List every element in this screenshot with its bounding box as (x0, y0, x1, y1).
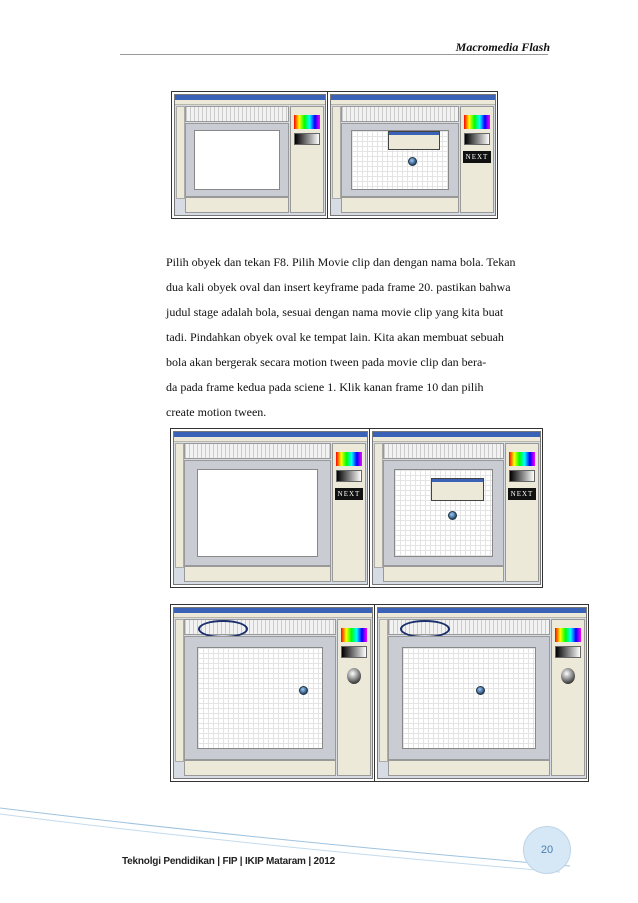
menu-bar (373, 437, 540, 442)
side-panels (337, 619, 371, 776)
body-line: judul stage adalah bola, sesuai dengan nama movie clip yang kita buat (166, 305, 504, 319)
toolbox-panel (175, 619, 184, 762)
color-swatches (294, 115, 320, 129)
properties-panel (184, 760, 336, 776)
timeline-panel (185, 106, 289, 122)
footer-text: Teknolgi Pendidikan | FIP | IKIP Mataram | 2012 (122, 856, 335, 867)
menu-bar (174, 613, 372, 618)
figure-divider (374, 605, 375, 781)
stage (197, 469, 319, 556)
page-header-title: Macromedia Flash (455, 40, 550, 54)
gradient-swatch (464, 133, 490, 145)
menu-bar (174, 437, 367, 442)
menu-bar (175, 100, 325, 105)
toolbox-panel (175, 443, 184, 568)
body-line: da pada frame kedua pada sciene 1. Klik kanan frame 10 dan pilih (166, 380, 484, 394)
menu-bar (331, 100, 495, 105)
body-paragraph (166, 250, 548, 425)
stage-area (184, 636, 336, 760)
screenshot-timeline-motion-tween-2 (377, 607, 587, 779)
body-line: Pilih obyek dan tekan F8. Pilih Movie clip dan dengan nama bola. Tekan (166, 255, 516, 269)
properties-panel (184, 566, 331, 582)
next-label: NEXT (508, 488, 536, 500)
ball-preview (347, 668, 361, 684)
screenshot-flash-stage-empty (174, 94, 326, 216)
properties-panel (185, 197, 289, 213)
stage-area (185, 123, 289, 197)
screenshot-convert-symbol-dialog (330, 94, 496, 216)
color-swatches (464, 115, 490, 129)
ball-object (299, 686, 308, 695)
toolbox-panel (374, 443, 383, 568)
timeline-panel (184, 443, 331, 459)
stage-area (388, 636, 550, 760)
screenshot-timeline-motion-tween-1 (173, 607, 373, 779)
color-swatches (509, 452, 535, 466)
gradient-swatch (509, 470, 535, 482)
ball-preview (561, 668, 575, 684)
properties-panel (341, 197, 459, 213)
body-line: bola akan bergerak secara motion tween pada movie clip dan bera- (166, 355, 487, 369)
body-line: dua kali obyek oval dan insert keyframe pada frame 20. pastikan bahwa (166, 280, 511, 294)
toolbox-panel (379, 619, 388, 762)
body-line: create motion tween. (166, 405, 267, 419)
ball-object (476, 686, 485, 695)
header-rule (120, 54, 548, 55)
color-swatches (336, 452, 362, 466)
side-panels (551, 619, 585, 776)
color-swatches (341, 628, 367, 642)
figure-divider (369, 429, 370, 587)
properties-panel (383, 566, 504, 582)
convert-to-symbol-dialog (431, 478, 483, 501)
properties-panel (388, 760, 550, 776)
timeline-panel (341, 106, 459, 122)
body-line: tadi. Pindahkan obyek oval ke tempat lain. Kita akan membuat sebuah (166, 330, 504, 344)
convert-to-symbol-dialog (388, 131, 439, 150)
screenshot-convert-symbol-dialog (372, 431, 541, 585)
page-number-badge: 20 (523, 826, 571, 874)
timeline-panel (383, 443, 504, 459)
screenshot-flash-stage-empty (173, 431, 368, 585)
gradient-swatch (294, 133, 320, 145)
color-swatches (555, 628, 581, 642)
figure-1 (171, 91, 498, 219)
stage-area (383, 460, 504, 566)
next-label: NEXT (463, 151, 491, 163)
figure-3 (170, 604, 589, 782)
toolbox-panel (332, 106, 341, 199)
stage (197, 647, 323, 750)
side-panels (290, 106, 324, 213)
gradient-swatch (555, 646, 581, 658)
toolbox-panel (176, 106, 185, 199)
figure-divider (327, 92, 328, 218)
figure-2 (170, 428, 543, 588)
gradient-swatch (341, 646, 367, 658)
menu-bar (378, 613, 586, 618)
side-panels (332, 443, 366, 582)
next-label: NEXT (335, 488, 363, 500)
gradient-swatch (336, 470, 362, 482)
stage (402, 647, 536, 750)
side-panels (505, 443, 539, 582)
stage-area (184, 460, 331, 566)
stage (194, 130, 280, 191)
side-panels (460, 106, 494, 213)
